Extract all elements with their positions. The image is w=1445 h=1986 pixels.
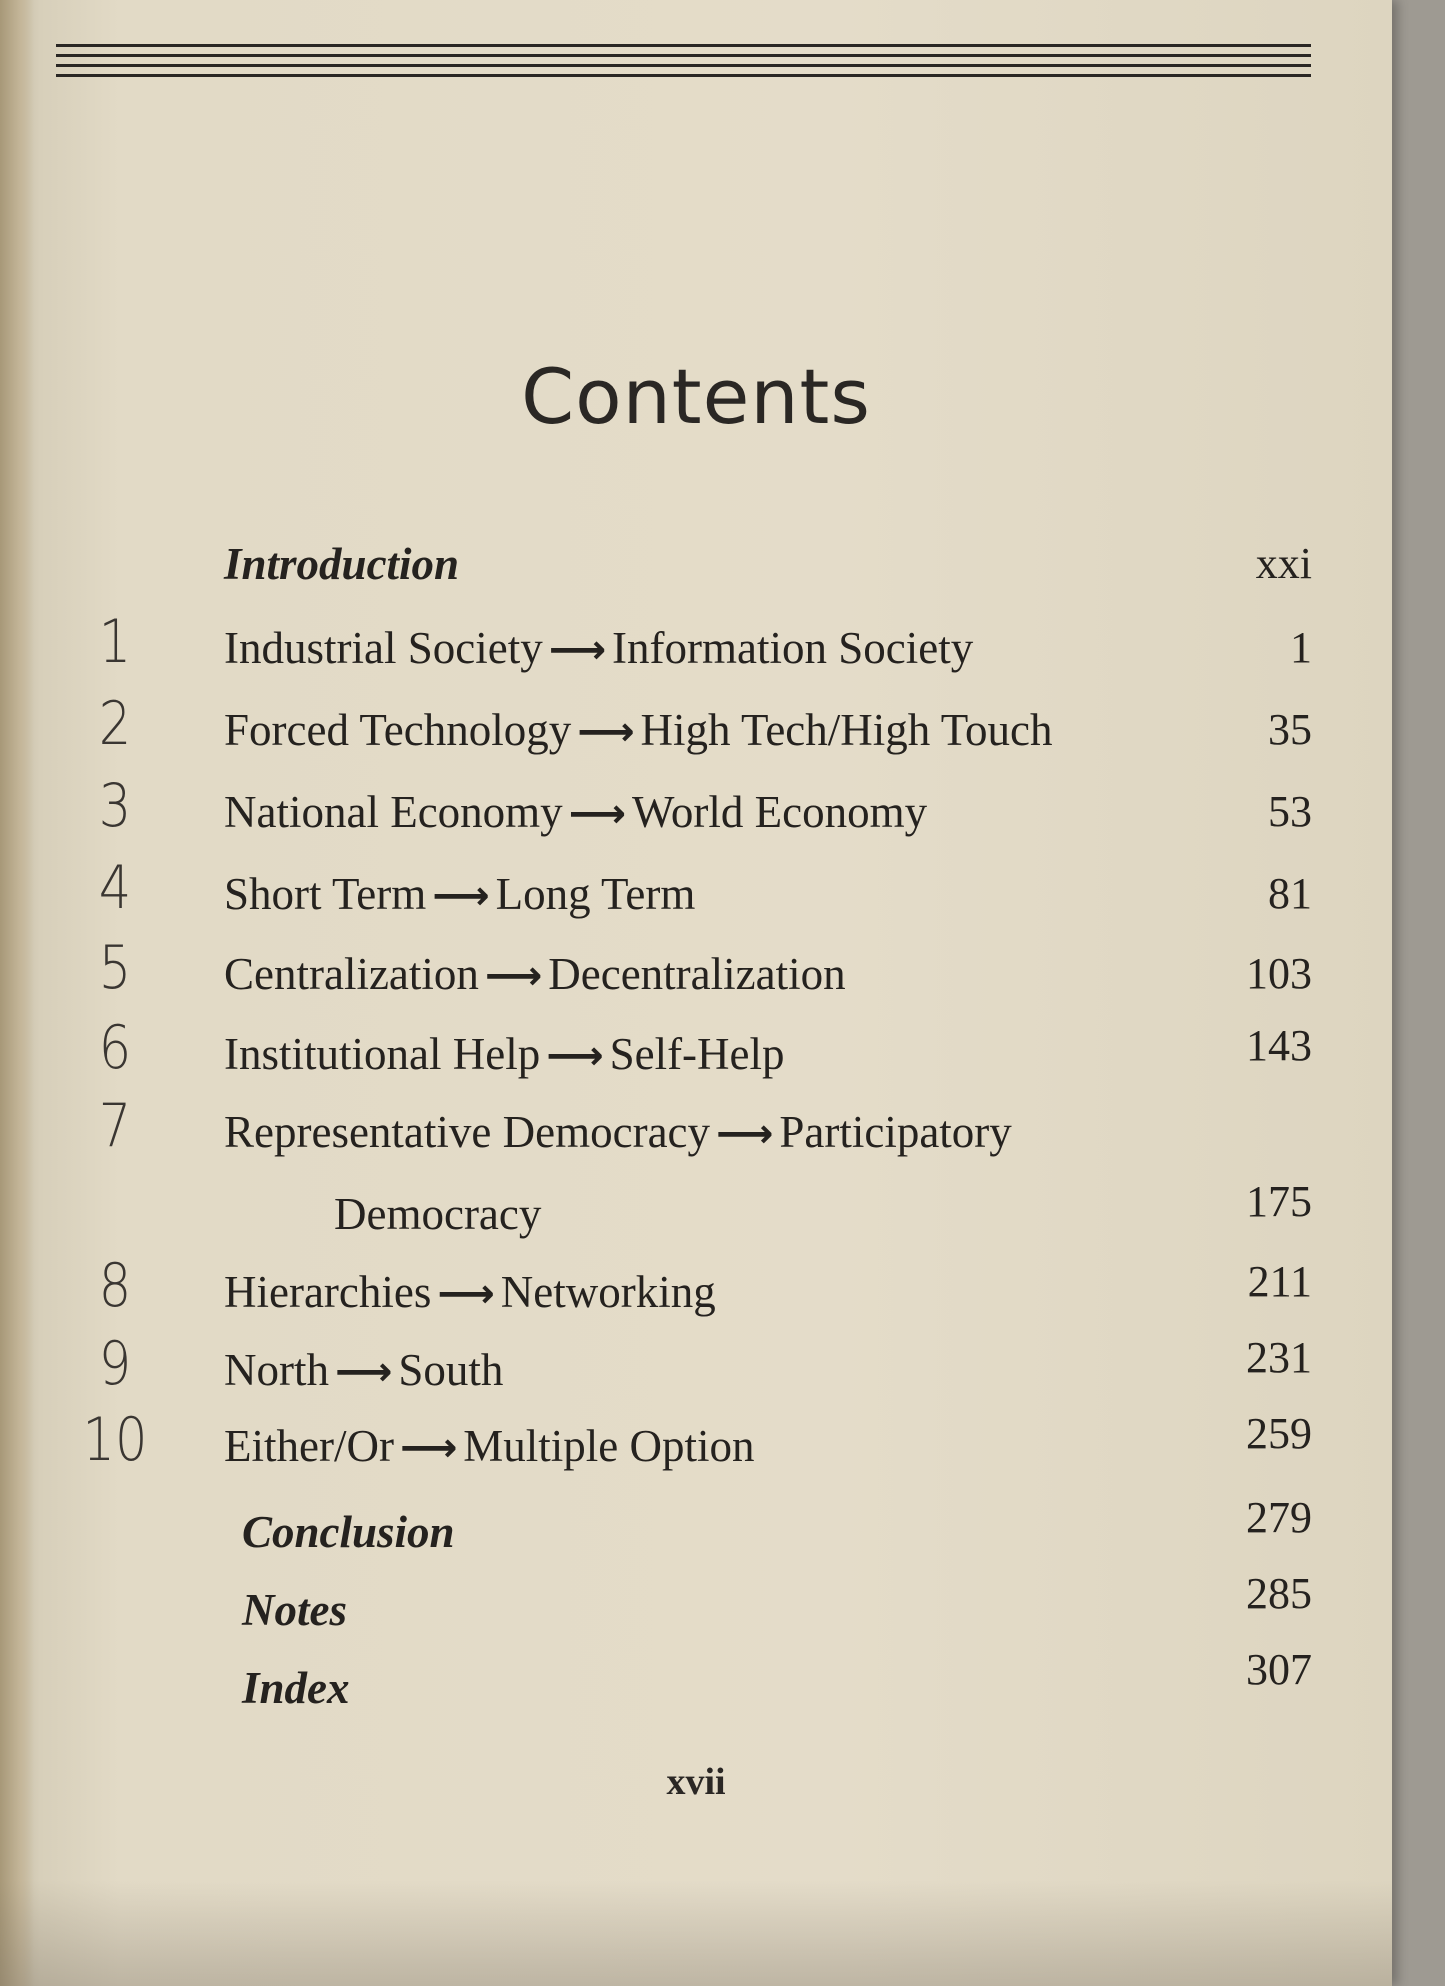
arrow-right-icon: ⟶ <box>437 1271 495 1317</box>
toc-entry-chapter-1 <box>0 607 1392 678</box>
toc-entry-page: 307 <box>1246 1645 1312 1694</box>
trend-from: Hierarchies <box>224 1267 432 1317</box>
toc-entry-title <box>224 782 927 844</box>
trend-to: Long Term <box>495 869 696 919</box>
chapter-number: 5 <box>98 933 132 1003</box>
trend-to: Participatory <box>779 1107 1012 1157</box>
chapter-number: 1 <box>98 607 132 677</box>
toc-entry-title: Index <box>242 1663 350 1713</box>
trend-to: Networking <box>500 1267 716 1317</box>
toc-entry-title <box>224 1024 785 1086</box>
toc-entry-title: Notes <box>242 1585 347 1635</box>
toc-entry-introduction <box>0 534 1392 594</box>
toc-entry-page: 81 <box>1268 869 1312 918</box>
toc-entry-title <box>224 618 973 680</box>
trend-to: High Tech/High Touch <box>640 705 1053 755</box>
arrow-right-icon: ⟶ <box>335 1349 393 1395</box>
toc-entry-title: Introduction <box>224 539 460 589</box>
toc-entry-title-continued: Democracy <box>334 1189 542 1239</box>
arrow-right-icon: ⟶ <box>546 1033 604 1079</box>
toc-entry-chapter-3 <box>0 771 1392 842</box>
toc-entry-title <box>224 1416 755 1478</box>
chapter-number: 4 <box>98 853 132 923</box>
toc-entry-chapter-4 <box>0 853 1392 924</box>
arrow-right-icon: ⟶ <box>716 1111 774 1157</box>
trend-from: Short Term <box>224 869 427 919</box>
top-rule-4 <box>56 74 1311 77</box>
toc-entry-title <box>224 1262 716 1324</box>
toc-entry-page: 231 <box>1246 1333 1312 1382</box>
top-rule-3 <box>56 64 1311 67</box>
arrow-right-icon: ⟶ <box>577 709 635 755</box>
trend-from: Institutional Help <box>224 1029 541 1079</box>
toc-entry-chapter-2 <box>0 689 1392 760</box>
toc-entry-page: xxi <box>1255 539 1312 588</box>
toc-entry-title <box>224 700 1053 762</box>
toc-entry-page: 259 <box>1246 1409 1312 1458</box>
toc-entry-page: 1 <box>1290 623 1312 672</box>
toc-entry-chapter-8 <box>0 1251 1392 1322</box>
toc-entry-chapter-7-continued <box>0 1177 1392 1244</box>
toc-entry-title <box>224 1340 503 1402</box>
trend-from: National Economy <box>224 787 563 837</box>
trend-from: North <box>224 1345 329 1395</box>
toc-entry-page: 211 <box>1247 1257 1312 1306</box>
arrow-right-icon: ⟶ <box>432 873 490 919</box>
toc-entry-page: 285 <box>1246 1569 1312 1618</box>
trend-to: Self-Help <box>609 1029 785 1079</box>
toc-entry-page: 35 <box>1268 705 1312 754</box>
toc-entry-index <box>0 1645 1392 1718</box>
arrow-right-icon: ⟶ <box>568 791 627 837</box>
page-title: Contents <box>521 352 871 441</box>
chapter-number: 7 <box>98 1091 132 1161</box>
toc-entry-page: 53 <box>1268 787 1312 836</box>
toc-entry-conclusion <box>0 1493 1392 1562</box>
toc-entry-title <box>224 864 695 926</box>
arrow-right-icon: ⟶ <box>548 627 607 673</box>
arrow-right-icon: ⟶ <box>484 953 543 999</box>
chapter-number: 2 <box>98 689 132 759</box>
toc-entry-page: 143 <box>1246 1021 1312 1070</box>
page-bottom-shadow <box>0 1880 1392 1986</box>
trend-from: Centralization <box>224 949 479 999</box>
toc-entry-chapter-7 <box>0 1091 1392 1162</box>
toc-entry-title <box>224 1102 1012 1164</box>
trend-from: Forced Technology <box>224 705 572 755</box>
trend-from: Either/Or <box>224 1421 394 1471</box>
trend-to: Decentralization <box>548 949 846 999</box>
toc-entry-page: 175 <box>1246 1177 1312 1226</box>
toc-entry-title: Conclusion <box>242 1507 455 1557</box>
toc-entry-notes <box>0 1569 1392 1640</box>
toc-entry-chapter-10 <box>0 1405 1392 1476</box>
arrow-right-icon: ⟶ <box>399 1425 458 1471</box>
top-rule-1 <box>56 44 1311 47</box>
trend-from: Representative Democracy <box>224 1107 711 1157</box>
trend-from: Industrial Society <box>224 623 543 673</box>
top-rule-2 <box>56 54 1311 57</box>
chapter-number: 10 <box>82 1405 148 1475</box>
toc-entry-page: 279 <box>1246 1493 1312 1542</box>
trend-to: South <box>398 1345 504 1395</box>
toc-entry-title <box>224 944 846 1006</box>
chapter-number: 3 <box>98 771 132 841</box>
toc-entry-chapter-6 <box>0 1013 1392 1084</box>
trend-to: Multiple Option <box>463 1421 755 1471</box>
trend-to: Information Society <box>612 623 974 673</box>
chapter-number: 9 <box>98 1329 132 1399</box>
chapter-number: 6 <box>98 1013 132 1083</box>
chapter-number: 8 <box>98 1251 132 1321</box>
trend-to: World Economy <box>632 787 928 837</box>
toc-entry-chapter-9 <box>0 1329 1392 1400</box>
toc-entry-chapter-5 <box>0 933 1392 1004</box>
toc-entry-page: 103 <box>1246 949 1312 998</box>
page-folio: xvii <box>666 1761 726 1803</box>
